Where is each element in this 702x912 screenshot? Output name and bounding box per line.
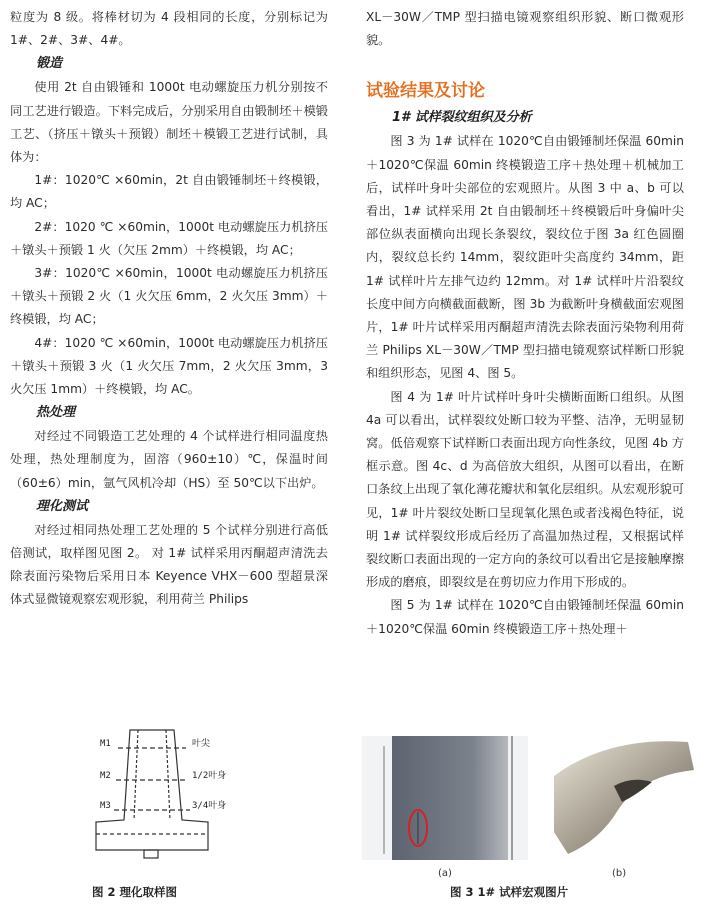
paragraph-figure3-discussion: 图 3 为 1# 试样在 1020℃自由锻锤制坯保温 60min＋1020℃保温 60min 终模锻造工序＋热处理＋机械加工后，试样叶身叶尖部位的宏观照片。从图 3 中 a、b 可以看出，1# 试样采用 2t 自由锻制坯＋终模锻后叶身偏叶尖部位纵表面横向出现长条裂纹，裂纹位于图 3a 红色圆圈内，裂纹总长约 14mm，裂纹距叶尖高度约 34mm，距 1# 试样叶片左排气边约 12mm。对 1# 试样叶片沿裂纹长度中间方向横截面截断，图 3b 为截断叶身横截面宏观图片，1# 叶片试样采用丙酮超声清洗去除表面污染物利用荷兰 Philips XL－30W／TMP 型扫描电镜观察试样断口形貌和组织形态，见图 4、图 5。 [366,134,684,381]
figure3a-photo [362,736,528,860]
list-item-sample-1: 1#：1020℃ ×60min，2t 自由锻锤制坯＋终模锻，均 AC； [10,173,328,211]
paragraph-figure4-discussion: 图 4 为 1# 叶片试样叶身叶尖横断面断口组织。从图 4a 可以看出，试样裂纹处断口较为平整、洁净，无明显韧窝。低倍观察下试样断口表面出现方向性条纹，见图 4b 方框示意。图 4c、d 为高倍放大组织，从图可以看出，在断口条纹上出现了氧化薄花瓣状和氧化层组织。从宏观形貌可见，1# 叶片裂纹处断口呈现氧化黑色或者浅褐色特征，说明 1# 试样裂纹形成后经历了高温加热过程，又根据试样裂纹断口表面出现的一定方向的条纹可以看出它是接触摩擦形成的磨痕，即裂纹是在剪切应力作用下形成的。 [366,389,684,590]
paragraph-figure5-discussion: 图 5 为 1# 试样在 1020℃自由锻锤制坯保温 60min＋1020℃保温 60min 终模锻造工序＋热处理＋ [366,598,684,636]
label-three-quarter-blade: 3/4叶身 [192,801,227,811]
heading-heat-treatment: 热处理 [36,405,76,421]
left-column [10,6,328,612]
paragraph-testing: 对经过相同热处理工艺处理的 5 个试样分别进行高低倍测试，取样图见图 2。 对 1# 试样采用丙酮超声清洗去除表面污染物后采用日本 Keyence VHX－600 型超景深体式显微镜观察宏观形貌，利用荷兰 Philips [10,522,328,607]
list-item-sample-2: 2#：1020 ℃ ×60min，1000t 电动螺旋压力机挤压＋镦头＋预锻 1 火（欠压 2mm）＋终模锻，均 AC； [10,219,328,257]
right-column [366,6,684,641]
paragraph-heat-treatment: 对经过不同锻造工艺处理的 4 个试样进行相同温度热处理，热处理制度为，固溶（960±10）℃，保温时间（60±6）min，氩气风机冷却（HS）至 50℃以下出炉。 [10,429,328,490]
label-half-blade: 1/2叶身 [192,771,227,781]
heading-forging: 锻造 [36,56,63,72]
figure3b-label: (b) [612,868,627,879]
label-tip: 叶尖 [192,739,211,749]
paragraph-forging: 使用 2t 自由锻锤和 1000t 电动螺旋压力机分别按不同工艺进行锻造。下料完成后，分别采用自由锻制坯＋模锻工艺、（挤压＋镦头＋预锻）制坯＋模锻工艺进行试制，具体为： [10,80,328,165]
list-item-sample-3: 3#：1020℃ ×60min，1000t 电动螺旋压力机挤压＋镦头＋预锻 2 火（1 火欠压 6mm，2 火欠压 3mm）＋终模锻，均 AC； [10,266,328,327]
figure3b-photo [548,736,698,860]
section-title: 试验结果及讨论 [366,81,485,102]
paragraph-sample-prep: 粒度为 8 级。将棒材切为 4 段相同的长度，分别标记为 1#、2#、3#、4#。 [10,10,328,48]
figure2-caption: 图 2 理化取样图 [92,885,178,899]
label-m2: M2 [100,771,111,781]
paragraph-continued: XL－30W／TMP 型扫描电镜观察组织形貌、断口微观形貌。 [366,10,684,48]
heading-crack-analysis: 1# 试样裂纹组织及分析 [392,110,532,126]
list-item-sample-4: 4#：1020 ℃ ×60min，1000t 电动螺旋压力机挤压＋镦头＋预锻 3 火（1 火欠压 7mm，2 火欠压 3mm，3 火欠压 1mm）＋终模锻，均 AC。 [10,335,328,397]
figure3-caption: 图 3 1# 试样宏观图片 [450,885,569,899]
blade-surface [392,736,508,860]
blade-drawing [78,710,278,870]
label-m1: M1 [100,739,111,749]
label-m3: M3 [100,801,111,811]
figure2-sampling-diagram [78,710,278,870]
figures-area [0,700,702,912]
figure3a-label: (a) [438,868,452,879]
heading-testing: 理化测试 [36,498,89,514]
